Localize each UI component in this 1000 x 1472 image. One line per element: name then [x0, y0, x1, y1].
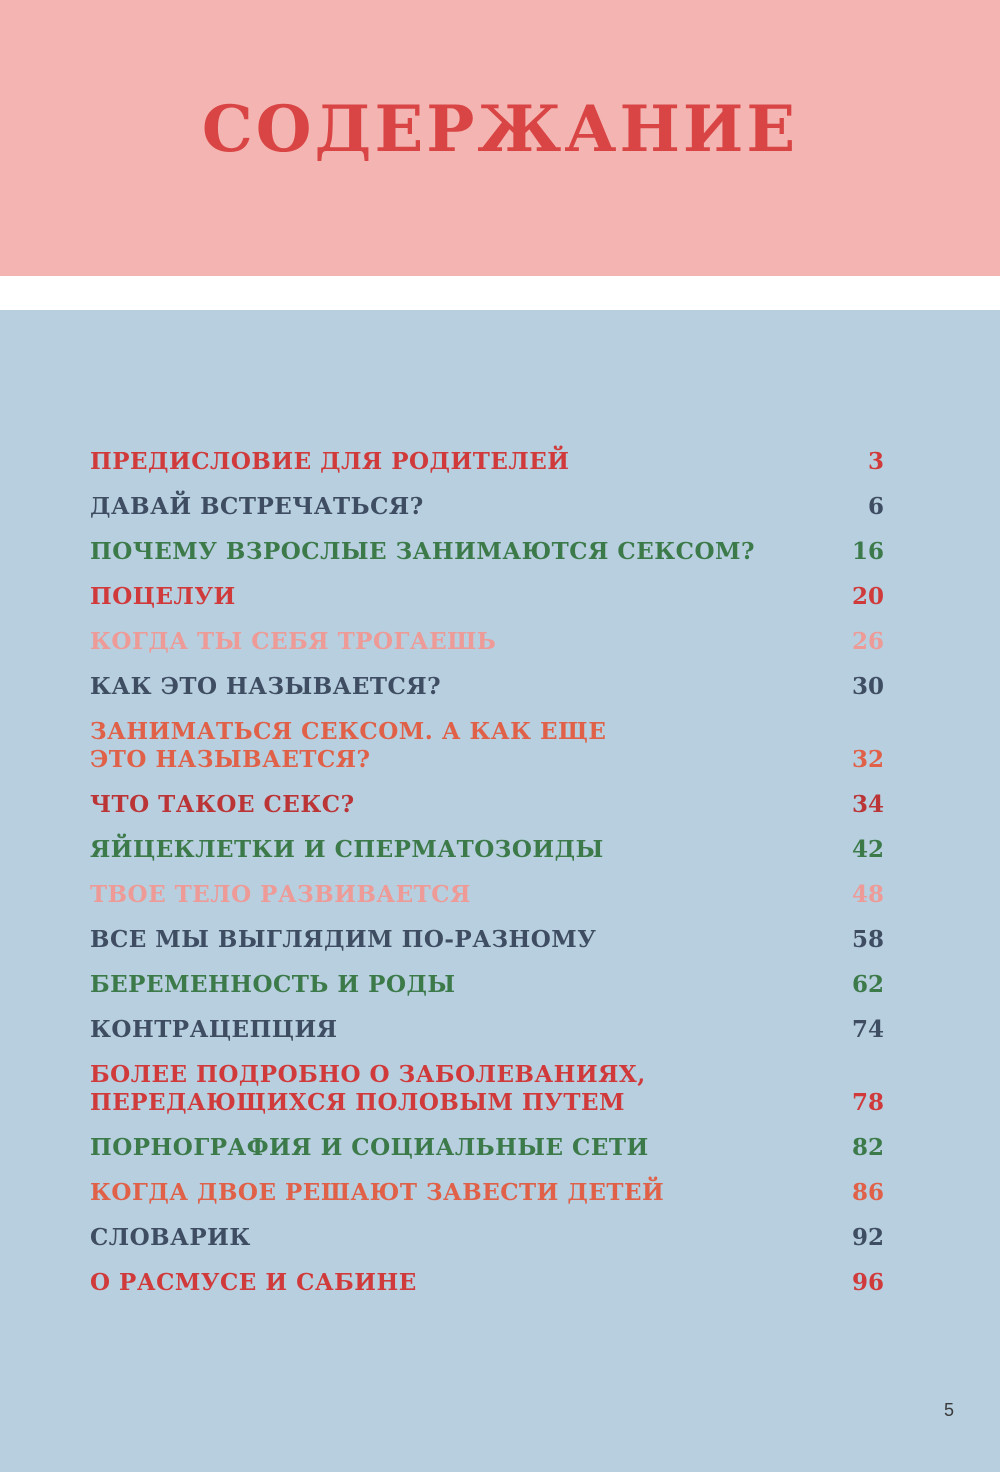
toc-entry-page: 74 [851, 1016, 884, 1043]
toc-entry-porn-social[interactable] [90, 1134, 884, 1162]
toc-entry-title: ЧТО ТАКОЕ СЕКС? [90, 791, 355, 818]
toc-entry-title: СЛОВАРИК [90, 1224, 251, 1251]
toc-entry-kisses[interactable] [90, 583, 884, 611]
toc-entry-title: БЕРЕМЕННОСТЬ И РОДЫ [90, 971, 456, 998]
toc-entry-title: ТВОЕ ТЕЛО РАЗВИВАЕТСЯ [90, 881, 471, 908]
toc-entry-title-line: ПЕРЕДАЮЩИХСЯ ПОЛОВЫМ ПУТЕМ [90, 1089, 625, 1116]
toc-entry-dating[interactable] [90, 493, 884, 521]
toc-entry-title: ДАВАЙ ВСТРЕЧАТЬСЯ? [90, 493, 424, 520]
toc-entry-page: 92 [851, 1224, 884, 1251]
toc-entry-page: 20 [851, 583, 884, 610]
toc-entry-page: 48 [851, 881, 884, 908]
toc-entry-title [90, 718, 824, 774]
toc-entry-title-line: ЭТО НАЗЫВАЕТСЯ? [90, 746, 371, 773]
toc-entry-page: 34 [851, 791, 884, 818]
toc-entry-title-line: ЗАНИМАТЬСЯ СЕКСОМ. А КАК ЕЩЕ [90, 718, 607, 745]
toc-entry-authors[interactable] [90, 1269, 884, 1297]
toc-entry-page: 78 [851, 1089, 884, 1116]
toc-entry-page: 6 [867, 493, 884, 520]
toc-entry-title [90, 1061, 824, 1117]
toc-entry-eggs-sperm[interactable] [90, 836, 884, 864]
toc-entry-page: 26 [851, 628, 884, 655]
table-of-contents [90, 448, 884, 1314]
toc-entry-page: 82 [851, 1134, 884, 1161]
toc-entry-having-children[interactable] [90, 1179, 884, 1207]
toc-entry-title: КОГДА ТЫ СЕБЯ ТРОГАЕШЬ [90, 628, 497, 655]
toc-entry-title: ПОРНОГРАФИЯ И СОЦИАЛЬНЫЕ СЕТИ [90, 1134, 649, 1161]
toc-entry-what-is-sex[interactable] [90, 791, 884, 819]
toc-entry-title: ВСЕ МЫ ВЫГЛЯДИМ ПО-РАЗНОМУ [90, 926, 597, 953]
toc-entry-glossary[interactable] [90, 1224, 884, 1252]
toc-entry-we-look-different[interactable] [90, 926, 884, 954]
toc-entry-contraception[interactable] [90, 1016, 884, 1044]
toc-entry-why-adults[interactable] [90, 538, 884, 566]
toc-entry-page: 16 [851, 538, 884, 565]
toc-entry-body-develops[interactable] [90, 881, 884, 909]
toc-entry-title: О РАСМУСЕ И САБИНЕ [90, 1269, 417, 1296]
toc-entry-page: 58 [851, 926, 884, 953]
toc-entry-title: ЯЙЦЕКЛЕТКИ И СПЕРМАТОЗОИДЫ [90, 836, 604, 863]
header-band [0, 0, 1000, 276]
toc-entry-title: КОНТРАЦЕПЦИЯ [90, 1016, 338, 1043]
toc-entry-touching[interactable] [90, 628, 884, 656]
toc-entry-what-is-it-called[interactable] [90, 673, 884, 701]
toc-entry-pregnancy[interactable] [90, 971, 884, 999]
toc-entry-title: КАК ЭТО НАЗЫВАЕТСЯ? [90, 673, 442, 700]
toc-entry-foreword[interactable] [90, 448, 884, 476]
page-title: СОДЕРЖАНИЕ [201, 92, 799, 167]
toc-entry-page: 62 [851, 971, 884, 998]
toc-entry-other-names[interactable] [90, 718, 884, 774]
toc-entry-title: ПОЧЕМУ ВЗРОСЛЫЕ ЗАНИМАЮТСЯ СЕКСОМ? [90, 538, 755, 565]
toc-entry-page: 86 [851, 1179, 884, 1206]
page-number: 5 [943, 1400, 954, 1420]
toc-entry-page: 30 [851, 673, 884, 700]
toc-entry-page: 32 [851, 746, 884, 773]
toc-entry-title: ПОЦЕЛУИ [90, 583, 236, 610]
toc-entry-title: КОГДА ДВОЕ РЕШАЮТ ЗАВЕСТИ ДЕТЕЙ [90, 1179, 665, 1206]
toc-entry-page: 3 [867, 448, 884, 475]
toc-entry-page: 96 [851, 1269, 884, 1296]
toc-entry-title: ПРЕДИСЛОВИЕ ДЛЯ РОДИТЕЛЕЙ [90, 448, 570, 475]
toc-entry-sti[interactable] [90, 1061, 884, 1117]
toc-entry-page: 42 [851, 836, 884, 863]
toc-entry-title-line: БОЛЕЕ ПОДРОБНО О ЗАБОЛЕВАНИЯХ, [90, 1061, 646, 1088]
